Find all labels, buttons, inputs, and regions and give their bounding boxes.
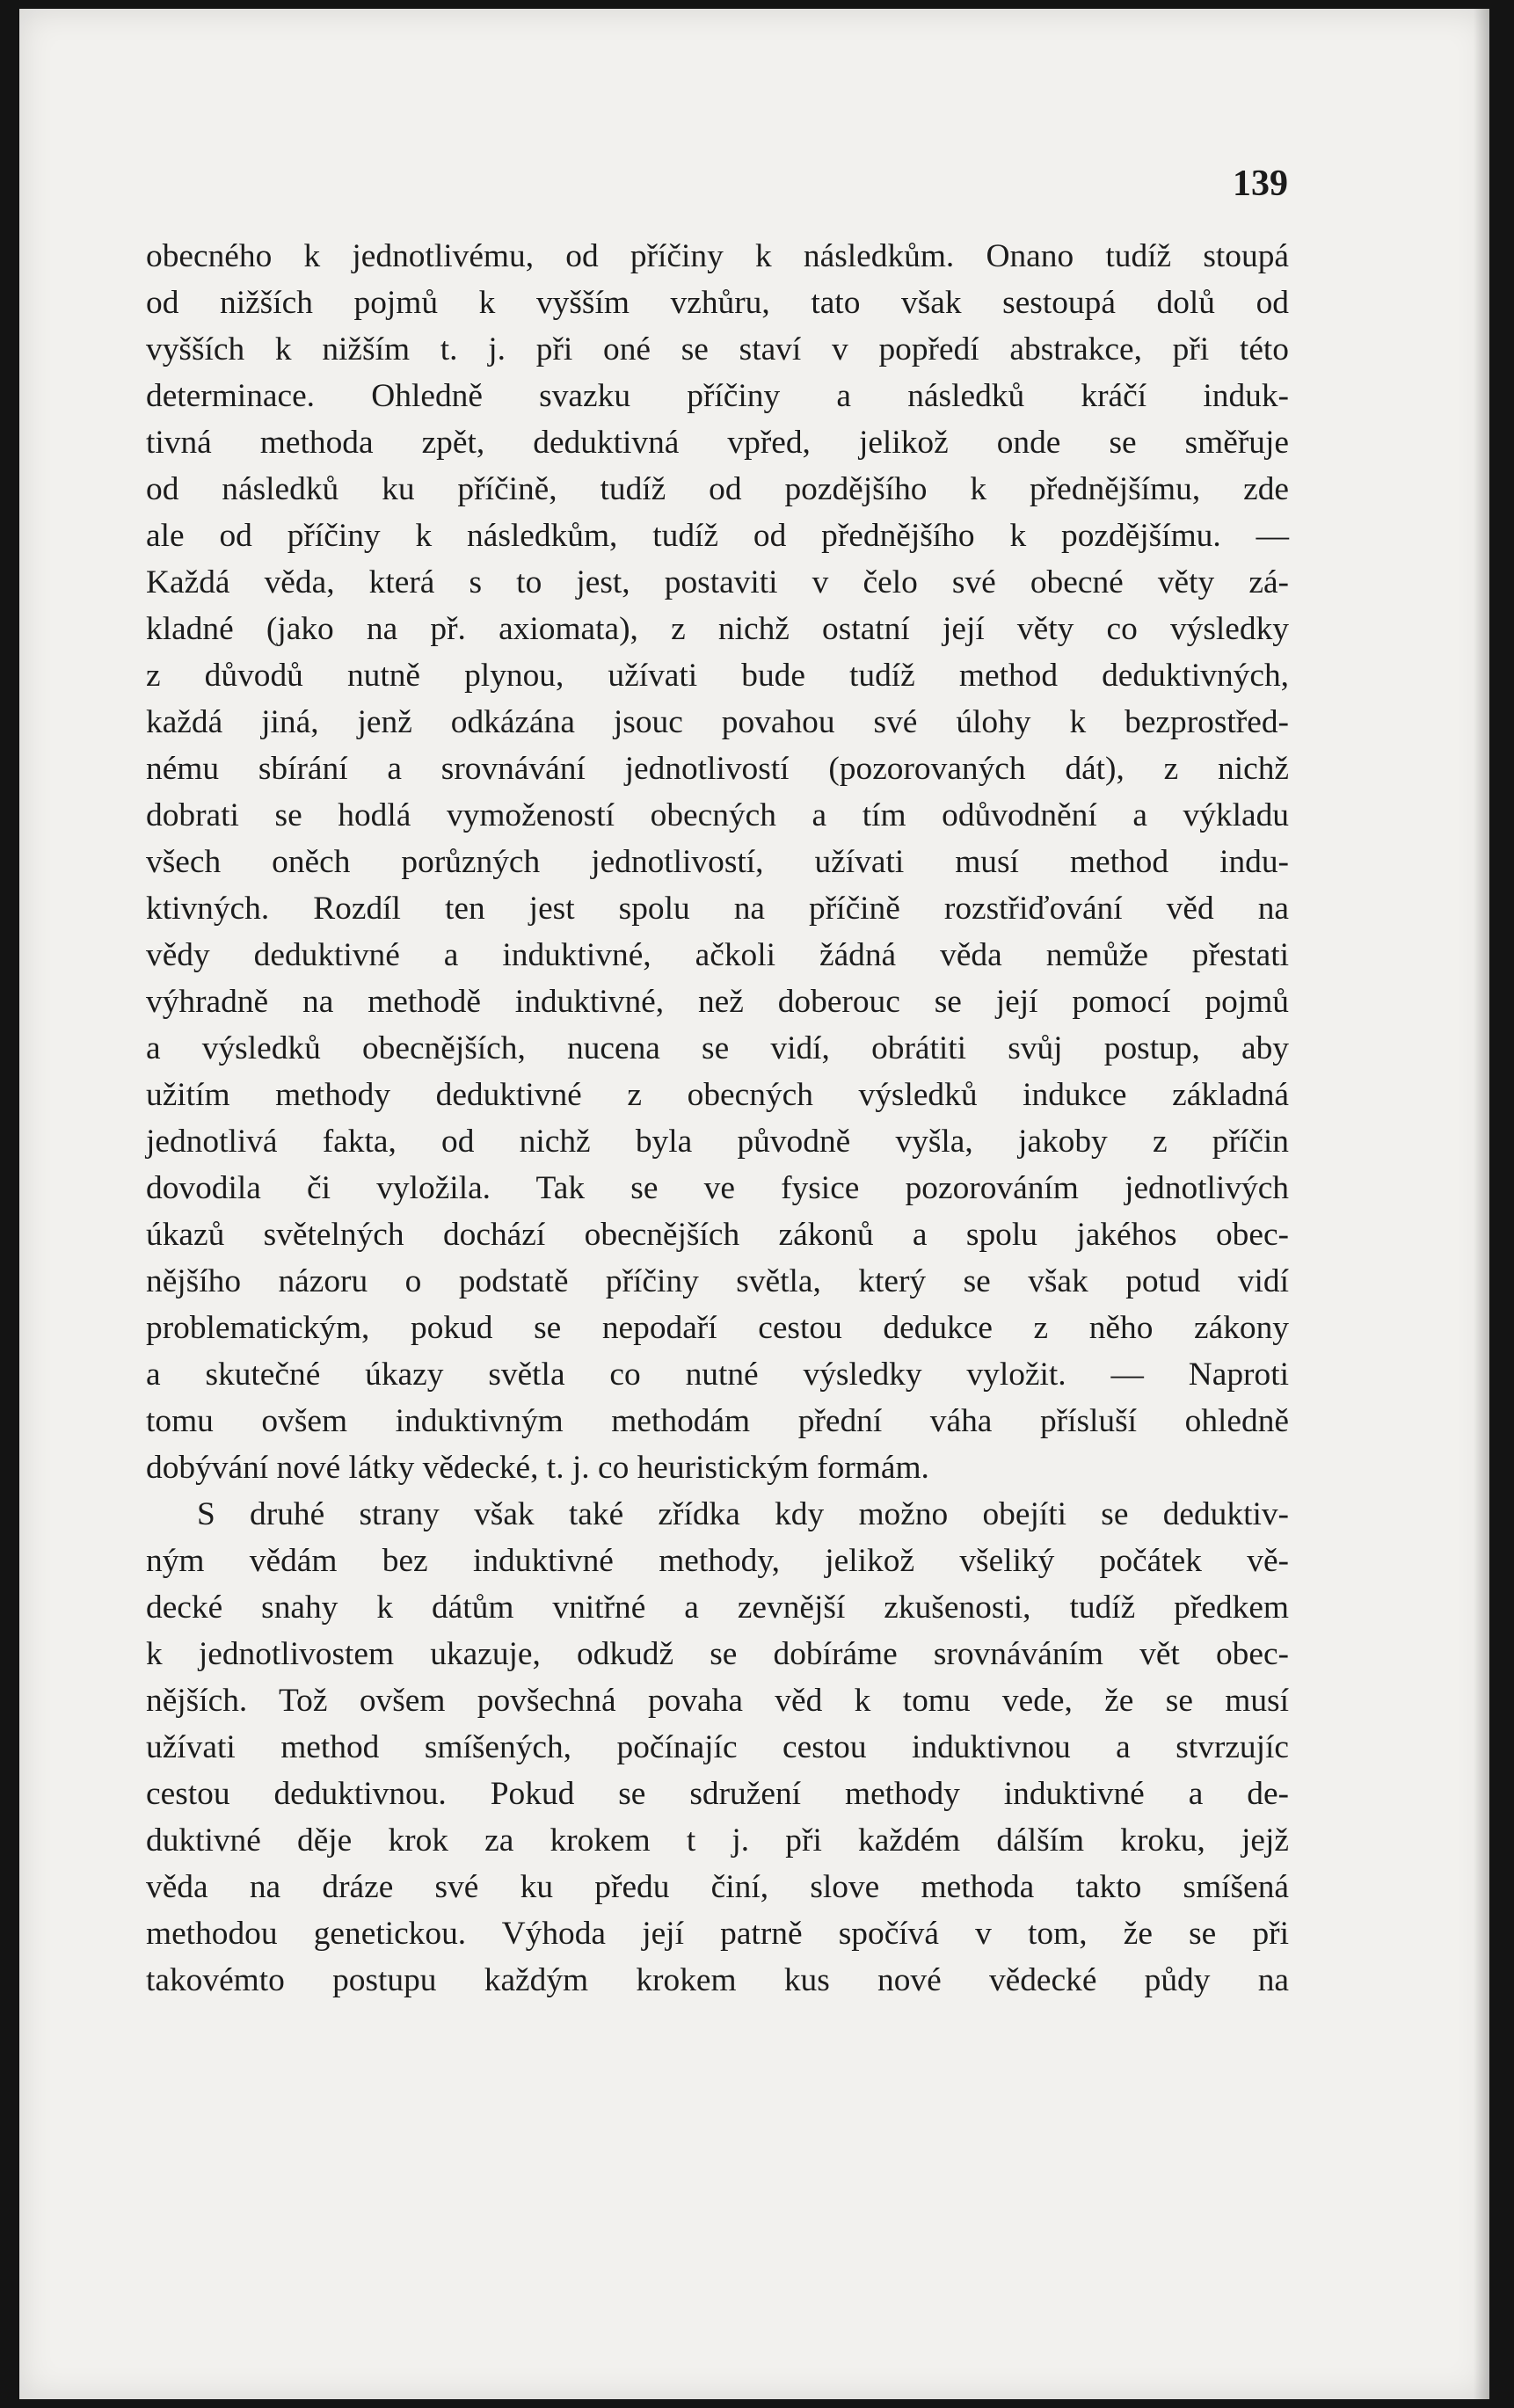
text-line: nějšího názoru o podstatě příčiny světla, který se však potud vidí <box>146 1263 1289 1299</box>
text-line: duktivné děje krok za krokem t j. při každém dálším kroku, jejž <box>146 1822 1289 1859</box>
text-line: determinace. Ohledně svazku příčiny a následků kráčí induk- <box>146 378 1289 414</box>
text-line: Každá věda, která s to jest, postaviti v čelo své obecné věty zá- <box>146 564 1289 600</box>
body-text <box>146 233 1289 2004</box>
text-line: ale od příčiny k následkům, tudíž od přednějšího k pozdějšímu. — <box>146 518 1289 554</box>
text-line: vědy deduktivné a induktivné, ačkoli žádná věda nemůže přestati <box>146 937 1289 973</box>
text-line: věda na dráze své ku předu činí, slove methoda takto smíšená <box>146 1869 1289 1905</box>
text-line: úkazů světelných dochází obecnějších zákonů a spolu jakéhos obec- <box>146 1217 1289 1253</box>
text-line: všech oněch porůzných jednotlivostí, užívati musí method indu- <box>146 844 1289 880</box>
text-line: decké snahy k dátům vnitřné a zevnější zkušenosti, tudíž předkem <box>146 1590 1289 1626</box>
text-line: nějších. Tož ovšem povšechná povaha věd k tomu vede, že se musí <box>146 1683 1289 1719</box>
text-line: problematickým, pokud se nepodaří cestou dedukce z něho zákony <box>146 1310 1289 1346</box>
page-number: 139 <box>1233 164 1288 204</box>
text-line: užitím methody deduktivné z obecných výsledků indukce základná <box>146 1077 1289 1113</box>
text-line: dobrati se hodlá vymožeností obecných a tím odůvodnění a výkladu <box>146 797 1289 833</box>
text-line: jednotlivá fakta, od nichž byla původně vyšla, jakoby z příčin <box>146 1124 1289 1160</box>
text-line: tomu ovšem induktivným methodám přední váha přísluší ohledně <box>146 1403 1289 1439</box>
text-line: od nižších pojmů k vyšším vzhůru, tato však sestoupá dolů od <box>146 285 1289 321</box>
text-line: každá jiná, jenž odkázána jsouc povahou své úlohy k bezprostřed- <box>146 704 1289 740</box>
text-line: methodou genetickou. Výhoda její patrně spočívá v tom, že se při <box>146 1916 1289 1952</box>
text-line: užívati method smíšených, počínajíc cestou induktivnou a stvrzujíc <box>146 1729 1289 1765</box>
page-edge-shadow <box>1474 9 1489 2399</box>
book-page <box>19 9 1489 2399</box>
text-line: od následků ku příčině, tudíž od pozdějšího k přednějšímu, zde <box>146 471 1289 507</box>
text-line: dobývání nové látky vědecké, t. j. co heuristickým formám. <box>146 1450 929 1486</box>
text-line: k jednotlivostem ukazuje, odkudž se dobíráme srovnáváním vět obec- <box>146 1636 1289 1672</box>
text-line: a skutečné úkazy světla co nutné výsledky vyložit. — Naproti <box>146 1357 1289 1393</box>
text-line: výhradně na methodě induktivné, než doberouc se její pomocí pojmů <box>146 984 1289 1020</box>
text-line: a výsledků obecnějších, nucena se vidí, obrátiti svůj postup, aby <box>146 1030 1289 1066</box>
text-line: takovémto postupu každým krokem kus nové vědecké půdy na <box>146 1962 1289 1998</box>
text-line: ným vědám bez induktivné methody, jelikož všeliký počátek vě- <box>146 1543 1289 1579</box>
text-line: dovodila či vyložila. Tak se ve fysice pozorováním jednotlivých <box>146 1170 1289 1206</box>
text-line: z důvodů nutně plynou, užívati bude tudíž method deduktivných, <box>146 658 1289 694</box>
text-line: tivná methoda zpět, deduktivná vpřed, jelikož onde se směřuje <box>146 425 1289 461</box>
text-line: S druhé strany však také zřídka kdy možno obejíti se deduktiv- <box>197 1496 1289 1532</box>
text-line: kladné (jako na př. axiomata), z nichž ostatní její věty co výsledky <box>146 611 1289 647</box>
text-line: ktivných. Rozdíl ten jest spolu na příčině rozstřiďování věd na <box>146 891 1289 927</box>
text-line: obecného k jednotlivému, od příčiny k následkům. Onano tudíž stoupá <box>146 238 1289 274</box>
text-line: cestou deduktivnou. Pokud se sdružení methody induktivné a de- <box>146 1776 1289 1812</box>
text-line: vyšších k nižším t. j. při oné se staví v popředí abstrakce, při této <box>146 331 1289 367</box>
text-line: nému sbírání a srovnávání jednotlivostí (pozorovaných dát), z nichž <box>146 751 1289 787</box>
